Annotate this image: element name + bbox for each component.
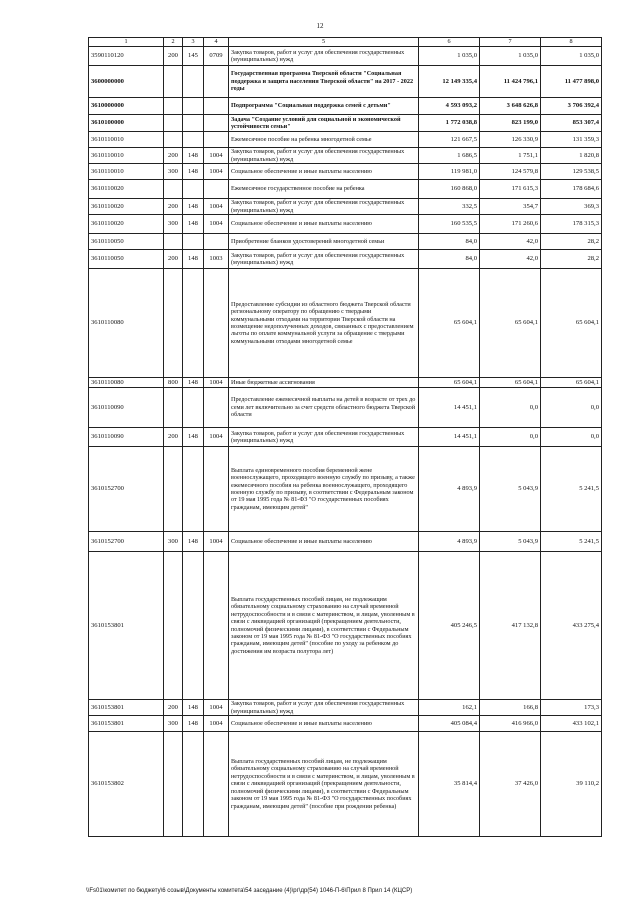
row-code: 3610110050 <box>89 234 164 250</box>
row-code: 3610153802 <box>89 732 164 837</box>
table-row <box>89 269 602 378</box>
table-row <box>89 732 602 837</box>
row-value-2022: 178 684,6 <box>541 180 602 199</box>
table-row <box>89 552 602 700</box>
column-header: 8 <box>541 38 602 47</box>
row-subsection: 1004 <box>204 164 229 180</box>
row-value-2021: 42,0 <box>480 250 541 269</box>
row-value-2020: 1 035,0 <box>419 47 480 66</box>
row-value-2022: 1 035,0 <box>541 47 602 66</box>
table-row <box>89 378 602 388</box>
row-value-2021: 1 751,1 <box>480 148 541 164</box>
row-value-2021: 0,0 <box>480 428 541 447</box>
row-subsection: 1004 <box>204 199 229 215</box>
row-name: Подпрограмма "Социальная поддержка семей с детьми" <box>229 98 419 115</box>
row-name: Приобретение бланков удостоверений многодетной семьи <box>229 234 419 250</box>
row-value-2022: 369,3 <box>541 199 602 215</box>
row-name: Закупка товаров, работ и услуг для обеспечения государственных (муниципальных) нужд <box>229 148 419 164</box>
row-subsection: 1004 <box>204 716 229 732</box>
row-subsection <box>204 180 229 199</box>
row-section: 148 <box>183 164 204 180</box>
table-row <box>89 47 602 66</box>
row-value-2020: 65 604,1 <box>419 378 480 388</box>
table-body <box>89 47 602 837</box>
row-section: 148 <box>183 428 204 447</box>
row-section: 148 <box>183 378 204 388</box>
row-subsection: 1004 <box>204 148 229 164</box>
row-code: 3610110010 <box>89 132 164 148</box>
row-code: 3610110090 <box>89 388 164 428</box>
row-value-2022: 5 241,5 <box>541 447 602 532</box>
row-value-2022: 178 315,3 <box>541 215 602 234</box>
row-value-2020: 12 149 335,4 <box>419 66 480 98</box>
header-row <box>89 38 602 47</box>
row-expense-type <box>164 732 183 837</box>
row-subsection <box>204 269 229 378</box>
row-code: 3610152700 <box>89 447 164 532</box>
row-section <box>183 98 204 115</box>
row-name: Закупка товаров, работ и услуг для обеспечения государственных (муниципальных) нужд <box>229 250 419 269</box>
file-path-footer: \\Fs01\комитет по бюджету\6 созыв\Документы комитета\54 заседание (4)\рг\др(54) 1046-П-6\Прил 8 Прил 14 (КЦСР) <box>86 888 413 894</box>
row-value-2022: 3 706 392,4 <box>541 98 602 115</box>
row-value-2022: 173,3 <box>541 700 602 716</box>
column-header: 1 <box>89 38 164 47</box>
row-code: 3590110120 <box>89 47 164 66</box>
row-code: 3610110010 <box>89 164 164 180</box>
row-code: 3610110080 <box>89 269 164 378</box>
row-value-2022: 11 477 898,0 <box>541 66 602 98</box>
row-expense-type <box>164 552 183 700</box>
row-value-2020: 4 593 093,2 <box>419 98 480 115</box>
row-expense-type <box>164 98 183 115</box>
row-expense-type <box>164 115 183 132</box>
table-row <box>89 234 602 250</box>
row-name: Выплата государственных пособий лицам, не подлежащим обязательному социальному страхованию на случай временной нетрудоспособности и в связи с материнством, и лицам, уволенным в связи с ликвидацией организаций (прекращением деятельности, полномочий физическими лицами), в соответствии с Федеральным законом от 19 мая 1995 года № 81-ФЗ "О государственных пособиях гражданам, имеющим детей" (пособие по уходу за ребенком до достижения им возраста полутора лет) <box>229 552 419 700</box>
row-section: 148 <box>183 532 204 552</box>
row-value-2021: 126 330,9 <box>480 132 541 148</box>
row-expense-type <box>164 234 183 250</box>
row-subsection <box>204 732 229 837</box>
row-section <box>183 552 204 700</box>
row-section <box>183 234 204 250</box>
row-expense-type: 800 <box>164 378 183 388</box>
row-expense-type <box>164 269 183 378</box>
row-value-2022: 433 102,1 <box>541 716 602 732</box>
row-value-2020: 160 535,5 <box>419 215 480 234</box>
row-value-2022: 28,2 <box>541 250 602 269</box>
row-expense-type: 200 <box>164 428 183 447</box>
row-expense-type: 200 <box>164 47 183 66</box>
row-expense-type: 200 <box>164 250 183 269</box>
row-code: 3610110020 <box>89 180 164 199</box>
row-subsection <box>204 388 229 428</box>
row-value-2020: 4 893,9 <box>419 532 480 552</box>
row-value-2022: 853 307,4 <box>541 115 602 132</box>
row-value-2020: 35 814,4 <box>419 732 480 837</box>
row-section <box>183 180 204 199</box>
row-section <box>183 732 204 837</box>
row-code: 3610152700 <box>89 532 164 552</box>
row-value-2021: 416 966,0 <box>480 716 541 732</box>
table-row <box>89 132 602 148</box>
row-value-2021: 5 043,9 <box>480 447 541 532</box>
row-value-2021: 5 043,9 <box>480 532 541 552</box>
row-name: Закупка товаров, работ и услуг для обеспечения государственных (муниципальных) нужд <box>229 199 419 215</box>
row-expense-type <box>164 388 183 428</box>
row-subsection: 1004 <box>204 700 229 716</box>
row-name: Социальное обеспечение и иные выплаты населению <box>229 164 419 180</box>
table-row <box>89 532 602 552</box>
row-name: Социальное обеспечение и иные выплаты населению <box>229 532 419 552</box>
row-name: Закупка товаров, работ и услуг для обеспечения государственных (муниципальных) нужд <box>229 700 419 716</box>
row-section: 145 <box>183 47 204 66</box>
column-header: 7 <box>480 38 541 47</box>
row-value-2020: 1 686,5 <box>419 148 480 164</box>
row-name: Ежемесячное государственное пособие на ребенка <box>229 180 419 199</box>
row-section: 148 <box>183 215 204 234</box>
table-row <box>89 250 602 269</box>
row-name: Закупка товаров, работ и услуг для обеспечения государственных (муниципальных) нужд <box>229 47 419 66</box>
budget-table <box>88 37 602 837</box>
row-value-2021: 11 424 796,1 <box>480 66 541 98</box>
row-subsection: 1004 <box>204 378 229 388</box>
row-code: 3610110090 <box>89 428 164 447</box>
column-header: 5 <box>229 38 419 47</box>
row-value-2020: 1 772 038,8 <box>419 115 480 132</box>
row-code: 3600000000 <box>89 66 164 98</box>
row-value-2020: 160 868,0 <box>419 180 480 199</box>
row-subsection: 1003 <box>204 250 229 269</box>
table-row <box>89 388 602 428</box>
row-name: Задача "Создание условий для социальной и экономической устойчивости семьи" <box>229 115 419 132</box>
row-value-2022: 65 604,1 <box>541 378 602 388</box>
row-value-2021: 42,0 <box>480 234 541 250</box>
table-row <box>89 180 602 199</box>
row-subsection <box>204 66 229 98</box>
row-expense-type: 300 <box>164 164 183 180</box>
row-name: Социальное обеспечение и иные выплаты населению <box>229 215 419 234</box>
row-value-2021: 65 604,1 <box>480 269 541 378</box>
row-value-2020: 119 981,0 <box>419 164 480 180</box>
column-header: 4 <box>204 38 229 47</box>
row-code: 3610100000 <box>89 115 164 132</box>
row-subsection <box>204 132 229 148</box>
row-name: Предоставление ежемесячной выплаты на детей в возрасте от трех до семи лет включительно за счет средств областного бюджета Тверской области <box>229 388 419 428</box>
row-expense-type: 300 <box>164 532 183 552</box>
row-value-2021: 37 426,0 <box>480 732 541 837</box>
row-expense-type: 200 <box>164 700 183 716</box>
row-name: Закупка товаров, работ и услуг для обеспечения государственных (муниципальных) нужд <box>229 428 419 447</box>
row-value-2022: 1 820,8 <box>541 148 602 164</box>
row-section: 148 <box>183 199 204 215</box>
table-row <box>89 428 602 447</box>
row-name: Выплата государственных пособий лицам, не подлежащим обязательному социальному страхованию на случай временной нетрудоспособности и в связи с материнством, и лицам, уволенным в связи с ликвидацией организаций (прекращением деятельности, полномочий физическими лицами), в соответствии с Федеральным законом от 19 мая 1995 года № 81-ФЗ "О государственных пособиях гражданам, имеющим детей" (пособие при рождении ребенка) <box>229 732 419 837</box>
row-value-2020: 84,0 <box>419 250 480 269</box>
row-name: Предоставление субсидии из областного бюджета Тверской области региональному оператору по обращению с твердыми коммунальными отходами на территории Тверской области на возмещение недополученных доходов, связанных с предоставлением льготы по оплате коммунальной услуги за обращение с твердыми коммунальными отходами многодетной семье <box>229 269 419 378</box>
row-value-2020: 14 451,1 <box>419 388 480 428</box>
row-value-2022: 129 538,5 <box>541 164 602 180</box>
row-expense-type <box>164 180 183 199</box>
table-row <box>89 447 602 532</box>
row-value-2020: 332,5 <box>419 199 480 215</box>
row-value-2021: 417 132,8 <box>480 552 541 700</box>
table-row <box>89 700 602 716</box>
row-name: Государственная программа Тверской области "Социальная поддержка и защита населения Тверской области" на 2017 - 2022 годы <box>229 66 419 98</box>
row-subsection <box>204 115 229 132</box>
row-value-2020: 65 604,1 <box>419 269 480 378</box>
row-value-2021: 354,7 <box>480 199 541 215</box>
row-name: Иные бюджетные ассигнования <box>229 378 419 388</box>
row-section <box>183 115 204 132</box>
row-subsection <box>204 447 229 532</box>
row-value-2020: 4 893,9 <box>419 447 480 532</box>
row-subsection: 1004 <box>204 532 229 552</box>
row-expense-type: 300 <box>164 716 183 732</box>
row-code: 3610110020 <box>89 215 164 234</box>
table-row <box>89 716 602 732</box>
row-section: 148 <box>183 716 204 732</box>
table-row <box>89 215 602 234</box>
row-code: 3610153801 <box>89 716 164 732</box>
row-value-2020: 405 084,4 <box>419 716 480 732</box>
row-value-2021: 0,0 <box>480 388 541 428</box>
row-expense-type <box>164 66 183 98</box>
row-name: Социальное обеспечение и иные выплаты населению <box>229 716 419 732</box>
row-value-2020: 121 667,5 <box>419 132 480 148</box>
row-value-2020: 14 451,1 <box>419 428 480 447</box>
row-code: 3610110010 <box>89 148 164 164</box>
row-section <box>183 66 204 98</box>
table-row <box>89 66 602 98</box>
row-subsection <box>204 234 229 250</box>
table-row <box>89 115 602 132</box>
table-row <box>89 148 602 164</box>
row-value-2022: 131 359,3 <box>541 132 602 148</box>
row-value-2021: 3 648 626,8 <box>480 98 541 115</box>
row-code: 3610000000 <box>89 98 164 115</box>
row-value-2021: 171 615,3 <box>480 180 541 199</box>
row-expense-type: 300 <box>164 215 183 234</box>
row-section <box>183 447 204 532</box>
row-value-2022: 5 241,5 <box>541 532 602 552</box>
row-subsection: 1004 <box>204 215 229 234</box>
row-value-2021: 124 579,8 <box>480 164 541 180</box>
column-header: 2 <box>164 38 183 47</box>
row-value-2021: 823 199,0 <box>480 115 541 132</box>
row-section <box>183 269 204 378</box>
row-section: 148 <box>183 700 204 716</box>
row-code: 3610153801 <box>89 700 164 716</box>
row-value-2021: 65 604,1 <box>480 378 541 388</box>
row-name: Выплата единовременного пособия беременной жене военнослужащего, проходящего военную службу по призыву, а также ежемесячного пособия на ребенка военнослужащего, проходящего военную службу по призыву, в соответствии с Федеральным законом от 19 мая 1995 года № 81-ФЗ "О государственных пособиях гражданам, имеющим детей" <box>229 447 419 532</box>
row-code: 3610153801 <box>89 552 164 700</box>
row-section: 148 <box>183 250 204 269</box>
row-code: 3610110080 <box>89 378 164 388</box>
row-value-2022: 0,0 <box>541 428 602 447</box>
table-row <box>89 164 602 180</box>
row-value-2021: 166,8 <box>480 700 541 716</box>
row-expense-type <box>164 447 183 532</box>
row-value-2020: 84,0 <box>419 234 480 250</box>
row-value-2021: 1 035,0 <box>480 47 541 66</box>
row-code: 3610110020 <box>89 199 164 215</box>
row-value-2022: 28,2 <box>541 234 602 250</box>
column-header: 6 <box>419 38 480 47</box>
row-expense-type: 200 <box>164 199 183 215</box>
row-subsection: 0709 <box>204 47 229 66</box>
row-value-2021: 171 260,6 <box>480 215 541 234</box>
row-section <box>183 388 204 428</box>
row-value-2022: 65 604,1 <box>541 269 602 378</box>
page-number: 12 <box>316 22 324 30</box>
row-section <box>183 132 204 148</box>
row-value-2020: 162,1 <box>419 700 480 716</box>
row-expense-type <box>164 132 183 148</box>
row-value-2022: 433 275,4 <box>541 552 602 700</box>
row-value-2020: 405 246,5 <box>419 552 480 700</box>
row-value-2022: 0,0 <box>541 388 602 428</box>
row-subsection <box>204 98 229 115</box>
row-code: 3610110050 <box>89 250 164 269</box>
row-name: Ежемесячное пособие на ребенка многодетной семье <box>229 132 419 148</box>
row-section: 148 <box>183 148 204 164</box>
row-value-2022: 39 110,2 <box>541 732 602 837</box>
table-row <box>89 199 602 215</box>
table-row <box>89 98 602 115</box>
row-subsection: 1004 <box>204 428 229 447</box>
row-subsection <box>204 552 229 700</box>
row-expense-type: 200 <box>164 148 183 164</box>
column-header: 3 <box>183 38 204 47</box>
